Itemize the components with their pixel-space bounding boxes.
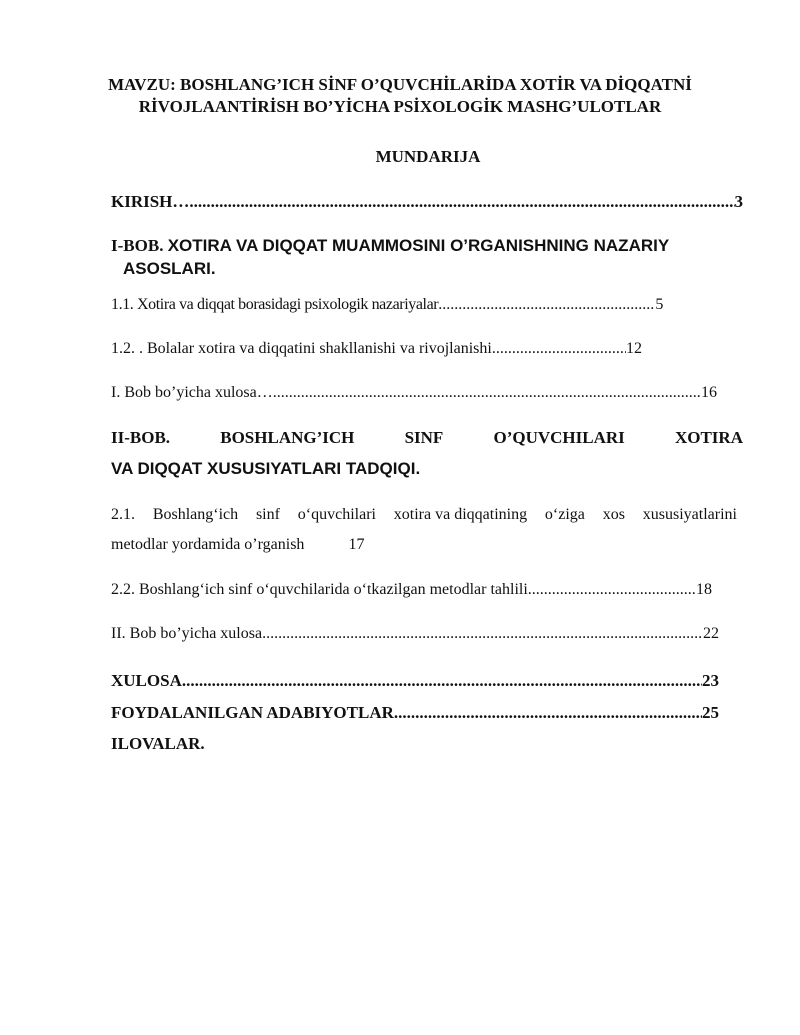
toc-entry-chapter-2-summary	[111, 625, 719, 643]
chapter-title: XOTIRA VA DIQQAT MUAMMOSINI O’RGANISHNING NAZARIY	[167, 236, 670, 255]
title-line-1: MAVZU: BOSHLANG’ICH SİNF O’QUVCHİLARİDA XOTİR VA DİQQATNİ	[108, 75, 692, 94]
chapter-prefix: II-BOB.	[111, 428, 171, 447]
toc-chapter-1	[111, 236, 743, 279]
word: xususiyatlarini	[642, 506, 737, 523]
toc-entry-label: 1.1. Xotira va diqqat borasidagi psixologik nazariyalar	[111, 296, 439, 313]
chapter-title-line-2: ASOSLARI.	[123, 259, 216, 278]
chapter-title-word: XOTIRA	[674, 428, 743, 447]
toc-entry-label: I. Bob bo’yicha xulosa…	[111, 384, 273, 401]
chapter-prefix-dot: .	[159, 236, 168, 255]
toc-entry-page: 17	[348, 536, 365, 553]
toc-entry-page: 18	[696, 581, 712, 598]
word: Boshlang‘ich	[152, 506, 239, 523]
toc-entry-page: 23	[702, 671, 719, 690]
word: o‘quvchilari	[297, 506, 376, 523]
toc-entry-label: XULOSA	[111, 671, 182, 690]
chapter-title-word: SINF	[404, 428, 444, 447]
toc-heading: MUNDARIJA	[375, 147, 481, 166]
leader-dots	[182, 671, 702, 691]
leader-dots	[262, 625, 703, 643]
toc-entry-page: 25	[702, 703, 719, 722]
word: sinf	[255, 506, 280, 523]
word: o‘ziga	[544, 506, 585, 523]
chapter-prefix: I-BOB	[111, 236, 160, 255]
toc-entry-ilovalar: ILOVALAR.	[111, 734, 205, 753]
toc-chapter-2	[111, 428, 743, 479]
toc-entry-kirish	[111, 192, 743, 212]
toc-entry-1-2	[111, 340, 642, 358]
toc-entry-label: II. Bob bo’yicha xulosa	[111, 625, 263, 642]
toc-entry-adabiyotlar	[111, 703, 719, 723]
leader-dots	[189, 192, 734, 212]
toc-entry-label: 1.2. . Bolalar xotira va diqqatini shakllanishi va rivojlanishi	[111, 340, 492, 357]
word: 2.1.	[111, 506, 135, 523]
toc-entry-page: 5	[655, 296, 663, 313]
toc-entry-chapter-1-summary	[111, 384, 717, 402]
leader-dots	[492, 340, 626, 358]
toc-entry-page: 16	[701, 384, 717, 401]
document-title	[60, 74, 740, 118]
chapter-2-title-line-2: VA DIQQAT XUSUSIYATLARI TADQIQI.	[111, 459, 421, 478]
toc-entry-page: 3	[734, 192, 743, 211]
toc-entry-xulosa	[111, 671, 719, 691]
toc-entry-label: 2.2. Boshlang‘ich sinf o‘quvchilarida o‘tkazilgan metodlar tahlili	[111, 581, 528, 598]
toc-entry-1-1	[111, 296, 663, 314]
toc-entry-label: KIRISH…	[111, 192, 190, 211]
word: xos	[602, 506, 625, 523]
word: xotira va diqqatining	[393, 506, 528, 523]
leader-dots	[394, 703, 702, 723]
chapter-2-title-line-1	[111, 428, 743, 448]
title-line-2: RİVOJLAANTİRİSH BO’YİCHA PSİXOLOGİK MASHG’ULOTLAR	[138, 97, 662, 116]
toc-entry-label-line-2	[111, 536, 737, 554]
leader-dots	[438, 296, 655, 314]
toc-entry-page: 12	[626, 340, 642, 357]
chapter-title-word: BOSHLANG’ICH	[220, 428, 355, 447]
toc-entry-2-2	[111, 581, 712, 599]
chapter-title-word: O’QUVCHILARI	[493, 428, 625, 447]
leader-dots	[528, 581, 696, 599]
toc-entry-label: metodlar yordamida o’rganish	[111, 536, 305, 553]
toc-entry-page: 22	[703, 625, 719, 642]
toc-entry-label: FOYDALANILGAN ADABIYOTLAR	[111, 703, 394, 722]
leader-dots	[273, 384, 701, 402]
toc-entry-label-line-1	[111, 506, 737, 524]
toc-entry-2-1	[111, 506, 737, 554]
